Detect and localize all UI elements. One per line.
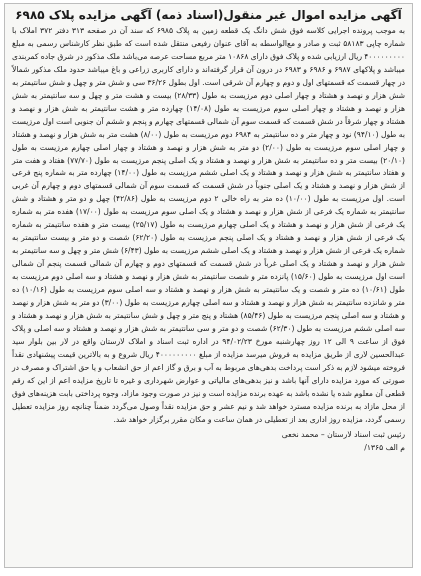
auction-notice-clipping bbox=[4, 3, 413, 568]
notice-signature bbox=[12, 428, 405, 454]
signature-reference: م الف ۱۳۶۵/ bbox=[364, 442, 405, 452]
signature-official: رئیس ثبت اسناد لارستان – محمد نخعی bbox=[281, 429, 405, 439]
notice-body: به موجب پرونده اجرایی کلاسه فوق شش دانگ یک قطعه زمین به پلاک ۶۹۸۵ که سند آن در صفحه ۳۱۳ دفتر ۳۷۲ املاک با شماره چاپی ۵۸۱۸۳ ثبت و صادر و مع‌الواسطه به آقای عنوان رفیعی منتقل شده است که طبق نظر کارشناس رسمی به مبلغ ۴۰۰۰۰۰۰۰۰۰ ریال ارزیابی شده و پلاک فوق دارای ۱۰۸۶۸ متر مربع مساحت عرصه می‌باشد ملک مذکور در شرق جاده کمربندی میباشد و پلاکهای ۶۹۸۷ و ۶۹۸۶ و ۶۹۸۳ در درون آن قرار گرفته‌اند و دارای کاربری زراعی و باغ میباشد حدود ملک مذکور شمالاً در چهار قسمت که قسمتهای اول و دوم و چهارم آن شرقی است. اول بطول ۳۶/۲۶ سی و شش متر و چهل و شش سانتیمتر به شش هزار و نهصد و هشتاد و چهار اصلی دوم مرزیست به طول (۲۸/۳۳) بیست و هشت متر و چهل و سه سانتیمتر به شش هزار و نهصد و هشتاد و چهار اصلی سوم مرزیست به طول (۱۴/۰۸) چهارده متر و هشت سانتیمتر به شش هزار و نهصد و هشتاد و چهار شرقاً در شش قسمت که قسمت سوم آن شمالی قسمتهای چهارم و پنجم و ششم آن جنوبی است اول مرزیست به طول (۹۴/۱۰) نود و چهار متر و ده سانتیمتر به ۶۹۸۴ دوم مرزیست به طول (۸/۰۰) هشت متر به شش هزار و نهصد و هشتاد و چهار اصلی سوم مرزیست به طول (۲/۰۰) دو متر به شش هزار و نهصد و هشتاد و چهار اصلی چهارم مرزیست به طول (۲۰/۱۰) بیست متر و ده سانتیمتر به شش هزار و نهصد و هشتاد و یک اصلی پنجم مرزیست به طول (۷۷/۷۰) هفتاد و هفت متر و هفتاد سانتیمتر به شش هزار و نهصد و هشتاد و یک اصلی ششم مرزیست به طول (۱۴/۰۰) چهارده متر به شماره پنج فرعی از شش هزار و نهصد و هشتاد و یک اصلی جنوباً در شش قسمت که قسمت سوم آن شمالی قسمتهای دوم و چهارم آن غربی است. اول مرزیست به طول (۱۰/۰۰) ده متر به راه خالی ۲ دوم مرزیست به طول (۴۲/۸۶) چهل و دو متر و هشتاد و شش سانتیمتر به شماره یک فرعی از شش هزار و نهصد و هشتاد و یک اصلی سوم مرزیست به طول (۱۷/۰۰) هفده متر به شماره یک فرعی از شش هزار و نهصد و هشتاد و یک اصلی چهارم مرزیست به طول (۲۵/۱۷) بیست متر و هفده سانتیمتر به شماره یک فرعی از شش هزار و نهصد و هشتاد و یک اصلی پنجم مرزیست به طول (۶۲/۲۰) شصت و دو متر و بیست سانتیمتر به شماره یک فرعی از شش هزار و نهصد و هشتاد و یک اصلی ششم مرزیست به طول (۶/۴۳) شش متر و چهل و سه سانتیمتر به شش هزار و نهصد و هشتاد و یک اصلی غرباً در شش قسمت که قسمتهای دوم و چهارم آن شمالی قسمت پنجم آن شمالی است اول مرزیست به طول (۱۵/۶۰) پانزده متر و شصت سانتیمتر به شش هزار و نهصد و هشتاد و سه اصلی دوم مرزیست به طول (۱۰/۶۱) ده متر و شصت و یک سانتیمتر به شش هزار و نهصد و هشتاد و سه اصلی سوم مرزیست به طول (۱۰/۱۶) ده متر و شانزده سانتیمتر به شش هزار و نهصد و هشتاد و سه اصلی چهارم مرزیست به طول (۳/۰۰) دو متر به شش هزار و نهصد و هشتاد و سه اصلی پنجم مرزیست به طول (۸۵/۴۶) هشتاد و پنج متر و چهل و شش سانتیمتر به شش هزار و نهصد و هشتاد و سه اصلی ششم مرزیست به طول (۶۲/۳۰) شصت و دو متر و سی سانتیمتر به شش هزار و نهصد و هشتاد و سه اصلی و پلاک فوق از ساعت ۹ الی ۱۲ روز چهارشنبه مورخ ۹۴/۰۲/۲۳ در اداره ثبت اسناد و املاک لارستان واقع در لار بین بلوار سید عبدالحسین لاری از طریق مزایده به فروش میرسد مزایده از مبلغ ۴۰۰۰۰۰۰۰۰۰ ریال شروع و به بالاترین قیمت پیشنهادی نقداً فروخته میشود لازم به ذکر است پرداخت بدهی‌های مربوط به آب و برق و گاز اعم از حق انشعاب و یا حق اشتراک و مصرف در صورتی که مورد مزایده دارای آنها باشد و نیز بدهی‌های مالیاتی و عوارض شهرداری و غیره تا تاریخ مزایده اعم از این که رقم قطعی آن معلوم شده یا نشده باشد به عهده برنده مزایده است و نیز در صورت وجود مازاد، وجوه پرداختی بابت هزینه‌های فوق از محل مازاد به برنده مزایده مسترد خواهد شد و نیم عشر و حق مزایده نقداً وصول می‌گردد ضمناً چنانچه روز مزایده تعطیل رسمی گردد، مزایده روز اداری بعد از تعطیلی در همان ساعت و مکان مقرر برگزار خواهد شد. bbox=[12, 26, 406, 424]
notice-title: آگهی مزایده اموال غیر منقول(اسناد ذمه) آگهی مزایده پلاک ۶۹۸۵ bbox=[15, 8, 402, 22]
